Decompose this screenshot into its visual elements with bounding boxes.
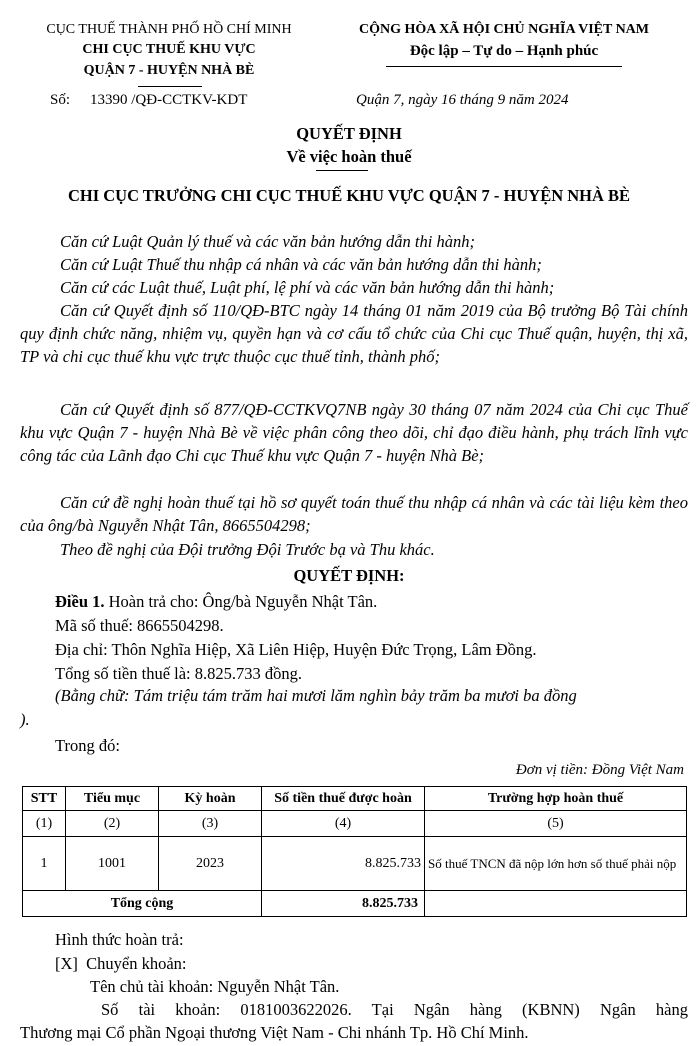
table-header-cell: STT	[23, 787, 66, 811]
doc-number: 13390 /QĐ-CCTKV-KDT	[90, 92, 248, 108]
doc-type-title: QUYẾT ĐỊNH	[296, 124, 402, 143]
table-header-cell: Kỳ hoàn	[159, 787, 262, 811]
table-cell: 1001	[66, 837, 159, 891]
currency-unit: Đơn vị tiền: Đồng Việt Nam	[515, 762, 684, 778]
table-cell: 8.825.733	[262, 837, 425, 891]
basis-item: Căn cứ đề nghị hoàn thuế tại hồ sơ quyết toán thuế thu nhập cá nhân và các tài liệu kèm theo của ông/bà Nguyễn Nhật Tân, 8665504298;	[20, 493, 688, 535]
doc-number-label: Số:	[50, 92, 71, 108]
bank-name: Thương mại Cổ phần Ngoại thương Việt Nam - Chi nhánh Tp. Hồ Chí Minh.	[20, 1023, 529, 1042]
basis-item: Căn cứ Luật Thuế thu nhập cá nhân và các văn bản hướng dẫn thi hành;	[60, 255, 542, 274]
agency-underline	[138, 86, 202, 87]
table-cell: (5)	[425, 811, 687, 837]
subject-underline	[316, 170, 368, 171]
table-cell: (3)	[159, 811, 262, 837]
refund-method-label: Hình thức hoàn trả:	[55, 930, 184, 949]
table-index-row	[23, 811, 687, 837]
basis-item: Căn cứ Quyết định số 110/QĐ-BTC ngày 14 tháng 01 năm 2019 của Bộ trưởng Bộ Tài chính quy định chức năng, nhiệm vụ, quyền hạn và cơ cấu tổ chức của Chi cục Thuế quận, huyện, thị xã, TP và chi cục thuế khu vực trực thuộc cục thuế tỉnh, thành phố;	[20, 301, 688, 366]
article-1-label: Điều 1.	[55, 592, 105, 611]
table-total-label: Tổng cộng	[23, 891, 262, 917]
agency-line-3: QUẬN 7 - HUYỆN NHÀ BÈ	[83, 63, 255, 78]
basis-item: Căn cứ Quyết định số 877/QĐ-CCTKVQ7NB ngày 30 tháng 07 năm 2024 của Chi cục Thuế khu vực Quận 7 - huyện Nhà Bè về việc phân công theo dõi, chỉ đạo điều hành, phụ trách lĩnh vực công tác của Lãnh đạo Chi cục Thuế khu vực Quận 7 - huyện Nhà Bè;	[20, 400, 688, 465]
refund-table	[22, 786, 687, 917]
table-header-cell: Trường hợp hoàn thuế	[425, 787, 687, 811]
article-1-text: Hoàn trả cho: Ông/bà Nguyễn Nhật Tân.	[108, 592, 378, 611]
total-amount: Tổng số tiền thuế là: 8.825.733 đồng.	[55, 664, 303, 683]
decision-heading: QUYẾT ĐỊNH:	[293, 566, 405, 585]
table-cell: (2)	[66, 811, 159, 837]
address: Địa chỉ: Thôn Nghĩa Hiệp, Xã Liên Hiệp, Huyện Đức Trọng, Lâm Đồng.	[55, 640, 537, 659]
agency-line-2: CHI CỤC THUẾ KHU VỰC	[82, 42, 256, 57]
account-holder: Tên chủ tài khoản: Nguyễn Nhật Tân.	[90, 977, 340, 996]
table-cell	[425, 891, 687, 917]
checkbox-marked: [X]	[55, 954, 78, 973]
table-cell: Số thuế TNCN đã nộp lớn hơn số thuế phải nộp	[425, 837, 687, 891]
table-cell: 2023	[159, 837, 262, 891]
tax-code: Mã số thuế: 8665504298.	[55, 616, 224, 635]
of-which-label: Trong đó:	[55, 736, 120, 755]
refund-method-text: Chuyển khoản:	[86, 954, 187, 973]
table-total-value: 8.825.733	[262, 891, 425, 917]
basis-item: Theo đề nghị của Đội trưởng Đội Trước bạ và Thu khác.	[60, 540, 435, 559]
table-cell: (4)	[262, 811, 425, 837]
account-number: Số tài khoản: 0181003622026. Tại Ngân hàng (KBNN) Ngân hàng	[101, 1000, 688, 1019]
amount-in-words-end: ).	[20, 710, 30, 729]
doc-date: Quận 7, ngày 16 tháng 9 năm 2024	[356, 92, 569, 108]
basis-item: Căn cứ Luật Quản lý thuế và các văn bản hướng dẫn thi hành;	[60, 232, 475, 251]
table-total-row	[23, 891, 687, 917]
table-row	[23, 837, 687, 891]
basis-item: Căn cứ các Luật thuế, Luật phí, lệ phí và các văn bản hướng dẫn thi hành;	[60, 278, 555, 297]
table-header-cell: Tiểu mục	[66, 787, 159, 811]
doc-subject: Về việc hoàn thuế	[286, 147, 412, 166]
article-1	[55, 592, 377, 612]
refund-method	[55, 954, 187, 974]
table-header-row	[23, 787, 687, 811]
table-cell: (1)	[23, 811, 66, 837]
nation-underline	[386, 66, 622, 67]
nation-line-2: Độc lập – Tự do – Hạnh phúc	[409, 43, 599, 59]
amount-in-words: (Bằng chữ: Tám triệu tám trăm hai mươi lăm nghìn bảy trăm ba mươi ba đồng	[55, 686, 577, 705]
agency-line-1: CỤC THUẾ THÀNH PHỐ HỒ CHÍ MINH	[46, 22, 292, 37]
table-header-cell: Số tiền thuế được hoàn	[262, 787, 425, 811]
authority-heading: CHI CỤC TRƯỞNG CHI CỤC THUẾ KHU VỰC QUẬN 7 - HUYỆN NHÀ BÈ	[67, 186, 631, 205]
nation-line-1: CỘNG HÒA XÃ HỘI CHỦ NGHĨA VIỆT NAM	[358, 22, 649, 37]
table-cell: 1	[23, 837, 66, 891]
